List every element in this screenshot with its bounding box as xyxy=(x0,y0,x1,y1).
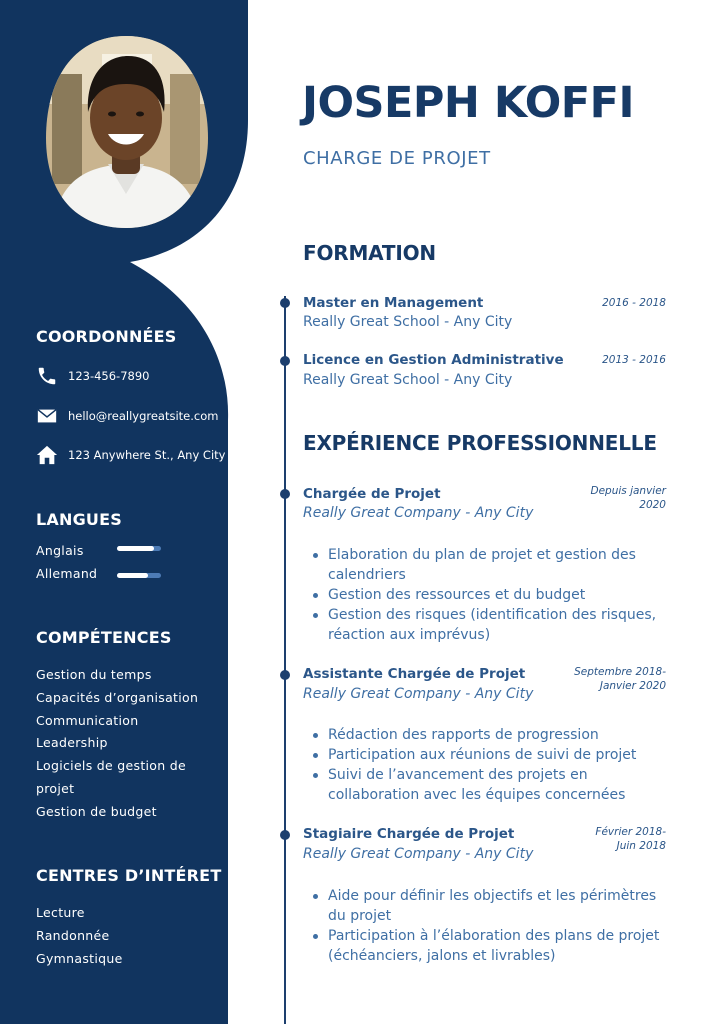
formation-school-1: Really Great School - Any City xyxy=(303,372,513,388)
experience-bullets-0 xyxy=(312,545,662,645)
bullet-item: Elaboration du plan de projet et gestion des calendriers xyxy=(312,545,662,585)
phone-icon xyxy=(36,365,58,387)
profile-photo xyxy=(42,34,210,230)
interest-item: Randonnée xyxy=(36,927,110,943)
timeline-dot xyxy=(280,489,290,499)
language-label-1: Allemand xyxy=(36,566,98,581)
email-text: hello@reallygreatsite.com xyxy=(68,409,219,423)
experience-role-0: Chargée de Projet xyxy=(303,486,441,502)
interests-section-title: CENTRES D’INTÉRET xyxy=(36,866,222,885)
experience-role-1: Assistante Chargée de Projet xyxy=(303,666,526,682)
timeline-dot xyxy=(280,830,290,840)
languages-section-title: LANGUES xyxy=(36,510,122,529)
address-text: 123 Anywhere St., Any City xyxy=(68,448,226,462)
formation-degree-1: Licence en Gestion Administrative xyxy=(303,352,564,368)
language-bar-0 xyxy=(117,546,161,551)
interests-list xyxy=(36,902,236,970)
interest-item: Lecture xyxy=(36,905,85,920)
timeline-dot xyxy=(280,298,290,308)
skills-list xyxy=(36,664,236,824)
address-row xyxy=(36,444,225,466)
email-row xyxy=(36,405,218,427)
contact-section-title: COORDONNÉES xyxy=(36,327,177,346)
experience-company-1: Really Great Company - Any City xyxy=(303,686,534,702)
experience-company-2: Really Great Company - Any City xyxy=(303,846,534,862)
phone-text: 123-456-7890 xyxy=(68,369,150,383)
skill-item: Gestion du temps xyxy=(36,667,152,682)
formation-section-title: FORMATION xyxy=(303,241,436,265)
phone-row xyxy=(36,365,149,387)
language-bar-fill-1 xyxy=(117,573,148,578)
candidate-name: JOSEPH KOFFI xyxy=(302,78,635,128)
formation-date-0: 2016 - 2018 xyxy=(602,297,666,309)
bullet-item: Participation aux réunions de suivi de projet xyxy=(312,745,662,765)
experience-date-1 xyxy=(574,665,666,693)
bullet-item: Aide pour définir les objectifs et les périmètres du projet xyxy=(312,886,662,926)
formation-date-1: 2013 - 2016 xyxy=(602,354,666,366)
formation-degree-0: Master en Management xyxy=(303,295,484,311)
skill-item: Gestion de budget xyxy=(36,803,157,819)
skill-item: projet xyxy=(36,780,75,796)
experience-bullets-2 xyxy=(312,886,662,966)
bullet-item: Gestion des risques (identification des risques, réaction aux imprévus) xyxy=(312,605,662,645)
language-label-0: Anglais xyxy=(36,543,84,558)
experience-date-2 xyxy=(595,825,666,853)
home-icon xyxy=(36,444,58,466)
timeline-dot xyxy=(280,670,290,680)
interest-item: Gymnastique xyxy=(36,950,123,966)
experience-bullets-1 xyxy=(312,725,662,805)
experience-date-0-line2: 2020 xyxy=(639,499,666,511)
experience-date-0-line1: Depuis janvier xyxy=(590,485,666,497)
skills-section-title: COMPÉTENCES xyxy=(36,628,172,647)
experience-company-0: Really Great Company - Any City xyxy=(303,505,534,521)
skill-item: Capacités d’organisation xyxy=(36,689,199,705)
experience-date-2-line2: Juin 2018 xyxy=(616,840,666,852)
mail-icon xyxy=(36,405,58,427)
skill-item: Leadership xyxy=(36,735,108,751)
language-bar-fill-0 xyxy=(117,546,154,551)
experience-section-title: EXPÉRIENCE PROFESSIONNELLE xyxy=(303,431,657,455)
bullet-item: Suivi de l’avancement des projets en collaboration avec les équipes concernées xyxy=(312,765,662,805)
timeline-line xyxy=(284,296,286,1024)
formation-school-0: Really Great School - Any City xyxy=(303,314,513,330)
bullet-item: Participation à l’élaboration des plans de projet (échéanciers, jalons et livrables) xyxy=(312,926,662,966)
bullet-item: Gestion des ressources et du budget xyxy=(312,585,662,605)
skill-item: Communication xyxy=(36,712,139,728)
bullet-item: Rédaction des rapports de progression xyxy=(312,725,662,745)
experience-role-2: Stagiaire Chargée de Projet xyxy=(303,826,515,842)
experience-date-0 xyxy=(590,484,666,512)
experience-date-2-line1: Février 2018- xyxy=(595,826,666,838)
experience-date-1-line1: Septembre 2018- xyxy=(574,666,666,678)
skill-item: Logiciels de gestion de xyxy=(36,758,186,774)
language-bar-1 xyxy=(117,573,161,578)
timeline-dot xyxy=(280,356,290,366)
experience-date-1-line2: Janvier 2020 xyxy=(599,680,666,692)
job-title: CHARGE DE PROJET xyxy=(303,148,491,169)
